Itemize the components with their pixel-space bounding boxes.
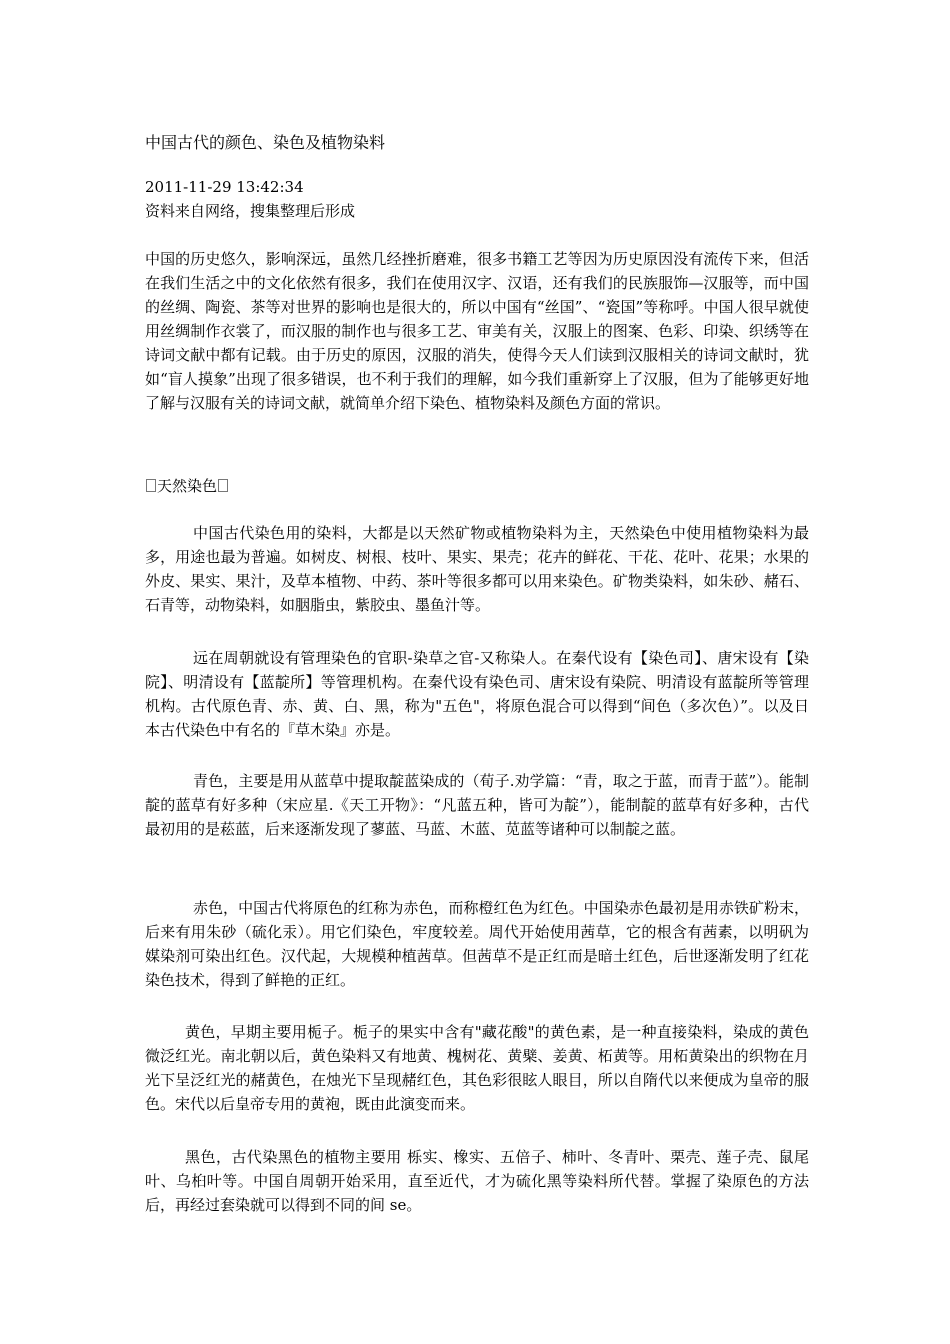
square-bullet-icon: [218, 479, 228, 492]
body-paragraph: 远在周朝就设有管理染色的官职-染草之官-又称染人。在秦代设有【染色司】、唐宋设有【染院】、明清设有【蓝靛所】等管理机构。在秦代设有染色司、唐宋设有染院、明清设有蓝靛所等管理机构。古代原色青、赤、黄、白、黑，称为"五色"，将原色混合可以得到“间色（多次色）”。以及日本古代染色中有名的『草木染』亦是。: [145, 649, 809, 739]
body-paragraph: 中国古代染色用的染料，大都是以天然矿物或植物染料为主，天然染色中使用植物染料为最多，用途也最为普遍。如树皮、树根、枝叶、果实、果壳；花卉的鲜花、干花、花叶、花果；水果的外皮、果实、果汁，及草本植物、中药、茶叶等很多都可以用来染色。矿物类染料，如朱砂、赭石、石青等，动物染料，如胭脂虫，紫胶虫、墨鱼汁等。: [145, 524, 809, 614]
square-bullet-icon: [146, 479, 156, 492]
body-paragraph: 黄色，早期主要用栀子。栀子的果实中含有"藏花酸"的黄色素，是一种直接染料，染成的黄色微泛红光。南北朝以后，黄色染料又有地黄、槐树花、黄檗、姜黄、柘黄等。用柘黄染出的织物在月光下呈泛红光的赭黄色，在烛光下呈现赭红色，其色彩很眩人眼目，所以自隋代以来便成为皇帝的服色。宋代以后皇帝专用的黄袍，既由此演变而来。: [145, 1023, 809, 1113]
section-heading-text: 天然染色: [157, 477, 218, 495]
body-paragraph: 赤色，中国古代将原色的红称为赤色，而称橙红色为红色。中国染赤色最初是用赤铁矿粉末，后来有用朱砂（硫化汞）。用它们染色，牢度较差。周代开始使用茜草，它的根含有茜素，以明矾为媒染剂可染出红色。汉代起，大规模种植茜草。但茜草不是正红而是暗土红色，后世逐渐发明了红花染色技术，得到了鲜艳的正红。: [145, 899, 809, 989]
document-title: 中国古代的颜色、染色及植物染料: [145, 133, 386, 152]
body-paragraph: 黑色，古代染黑色的植物主要用 栎实、橡实、五倍子、柿叶、冬青叶、栗壳、莲子壳、鼠尾叶、乌桕叶等。中国自周朝开始采用，直至近代，才为硫化黑等染料所代替。掌握了染原色的方法后，再经过套染就可以得到不同的间 se。: [145, 1148, 809, 1214]
source-note: 资料来自网络，搜集整理后形成: [145, 202, 356, 220]
section-heading: [145, 474, 229, 498]
body-paragraph: 青色，主要是用从蓝草中提取靛蓝染成的（荀子.劝学篇：“青，取之于蓝，而青于蓝”）。能制靛的蓝草有好多种（宋应星.《天工开物》：“凡蓝五种，皆可为靛”），能制靛的蓝草有好多种，古代最初用的是菘蓝，后来逐渐发现了蓼蓝、马蓝、木蓝、苋蓝等诸种可以制靛之蓝。: [145, 772, 809, 838]
publish-date: 2011-11-29 13:42:34: [145, 178, 304, 196]
intro-paragraph: 中国的历史悠久，影响深远，虽然几经挫折磨难，很多书籍工艺等因为历史原因没有流传下来，但活在我们生活之中的文化依然有很多，我们在使用汉字、汉语，还有我们的民族服饰—汉服等，而中国的丝绸、陶瓷、茶等对世界的影响也是很大的，所以中国有“丝国”、“瓷国”等称呼。中国人很早就使用丝绸制作衣裳了，而汉服的制作也与很多工艺、审美有关，汉服上的图案、色彩、印染、织绣等在诗词文献中都有记载。由于历史的原因，汉服的消失，使得今天人们读到汉服相关的诗词文献时，犹如“盲人摸象”出现了很多错误，也不利于我们的理解，如今我们重新穿上了汉服，但为了能够更好地了解与汉服有关的诗词文献，就简单介绍下染色、植物染料及颜色方面的常识。: [145, 250, 809, 412]
